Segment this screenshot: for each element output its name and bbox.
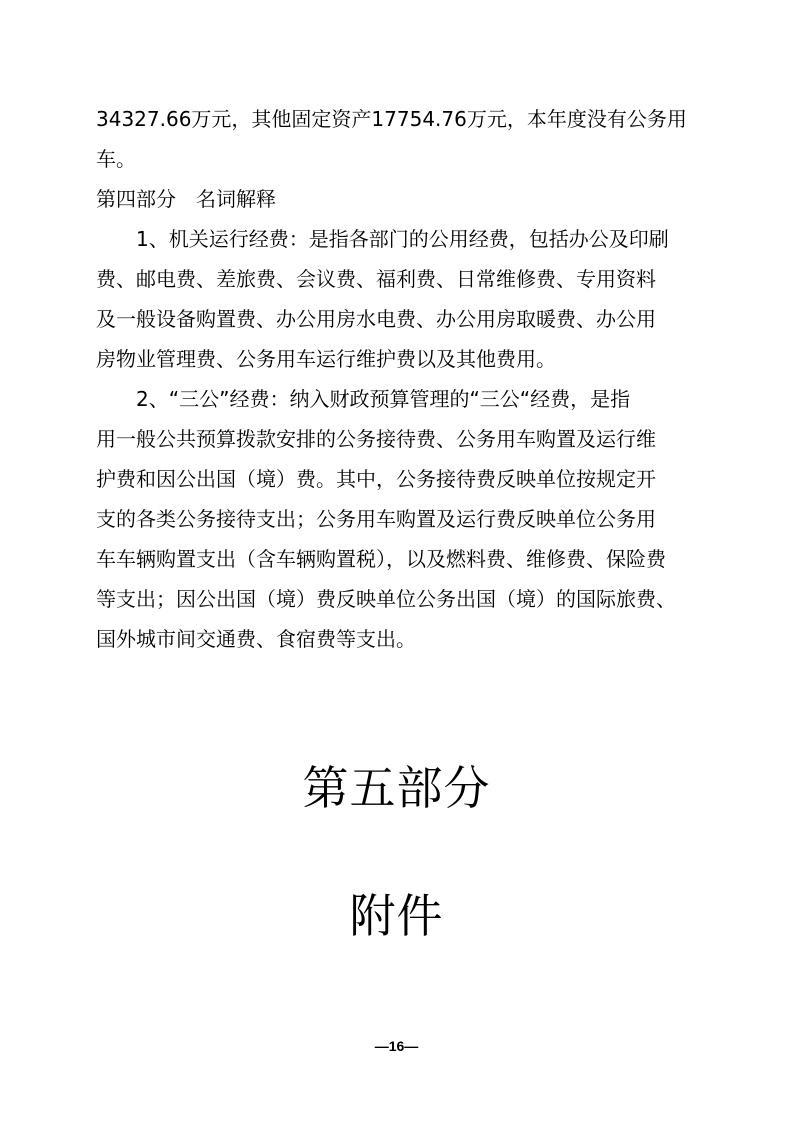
text-line: 费、邮电费、差旅费、会议费、福利费、日常维修费、专用资料: [96, 267, 656, 291]
text-line: 车。: [96, 147, 136, 171]
part-subtitle: 附件: [349, 889, 444, 943]
body-text: [96, 99, 702, 659]
text-line: 2、“三公”经费：纳入财政预算管理的“三公“经费，是指: [136, 387, 631, 411]
text-line: 车车辆购置支出（含车辆购置税），以及燃料费、维修费、保险费: [96, 547, 666, 571]
text-line: 支的各类公务接待支出；公务用车购置及运行费反映单位公务用: [96, 507, 656, 531]
part-title: 第五部分: [302, 761, 491, 815]
text-line: 房物业管理费、公务用车运行维护费以及其他费用。: [96, 347, 556, 371]
section-heading-text: 第四部分 名词解释: [96, 187, 276, 211]
text-line: 及一般设备购置费、办公用房水电费、办公用房取暖费、办公用: [96, 307, 656, 331]
page-number: —16—: [374, 1038, 419, 1054]
definition-paragraph-1: [96, 219, 702, 379]
text-line: 等支出；因公出国（境）费反映单位公务出国（境）的国际旅费、: [96, 587, 676, 611]
text-line: 国外城市间交通费、食宿费等支出。: [96, 627, 416, 651]
text-line: 用一般公共预算拨款安排的公务接待费、公务用车购置及运行维: [96, 427, 656, 451]
section-heading: [96, 179, 702, 219]
text-line: 1、机关运行经费：是指各部门的公用经费，包括办公及印刷: [136, 227, 669, 251]
continued-paragraph: [96, 99, 702, 179]
text-line: 34327.66万元，其他固定资产17754.76万元，本年度没有公务用: [96, 107, 687, 131]
text-line: 护费和因公出国（境）费。其中，公务接待费反映单位按规定开: [96, 467, 656, 491]
definition-paragraph-2: [96, 379, 702, 659]
